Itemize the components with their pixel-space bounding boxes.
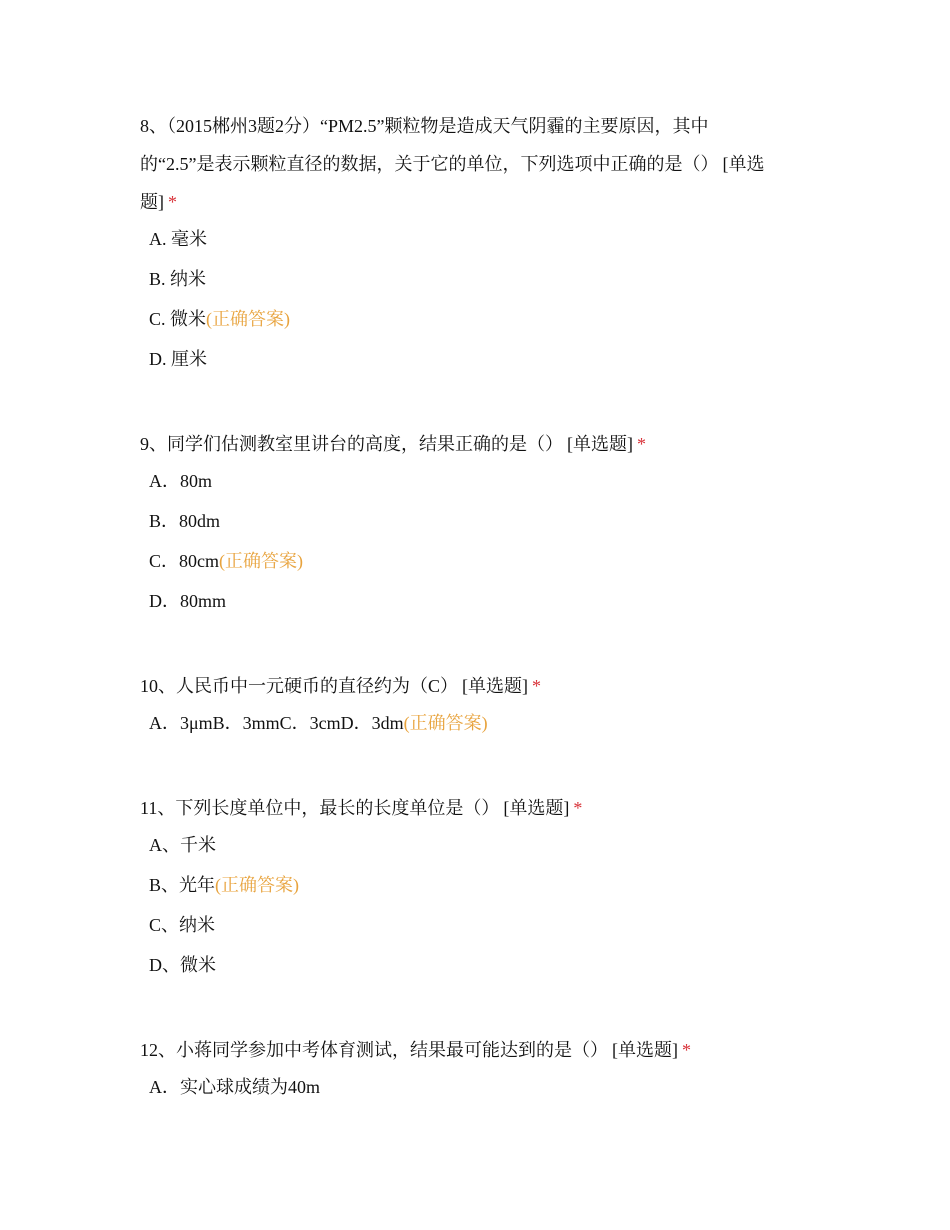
option-text: A. 毫米 [149, 229, 207, 249]
option-c[interactable] [149, 551, 780, 571]
question-title [140, 107, 780, 221]
option-text: C、纳米 [149, 915, 216, 935]
correct-answer-label: (正确答案) [215, 875, 300, 895]
required-mark: * [637, 434, 646, 454]
question-type-tag: [单选题] [462, 676, 529, 696]
option-text: D、微米 [149, 955, 216, 975]
option-text: B、光年 [149, 875, 216, 895]
option-b[interactable] [149, 511, 780, 531]
option-list [140, 229, 780, 369]
option-text: C. 微米 [149, 309, 207, 329]
option-list [140, 835, 780, 975]
correct-answer-label: (正确答案) [403, 713, 488, 733]
option-b[interactable] [149, 269, 780, 289]
option-text: B. 纳米 [149, 269, 207, 289]
option-a[interactable] [149, 713, 780, 733]
option-d[interactable] [149, 591, 780, 611]
option-text: A、千米 [149, 835, 216, 855]
question-12 [140, 1031, 780, 1097]
required-mark: * [573, 798, 583, 818]
option-list [140, 713, 780, 733]
option-text: D．80mm [149, 591, 227, 611]
question-8 [140, 107, 780, 369]
question-text: 9、同学们估测教室里讲台的高度，结果正确的是（） [140, 434, 563, 454]
option-text: B．80dm [149, 511, 221, 531]
option-text: A．80m [149, 471, 212, 491]
correct-answer-label: (正确答案) [219, 551, 303, 571]
option-text: C．80cm [149, 551, 219, 571]
question-type-tag: [单选题] [612, 1040, 678, 1060]
question-9 [140, 425, 780, 611]
option-a[interactable] [149, 471, 780, 491]
question-text: 11、下列长度单位中，最长的长度单位是（） [140, 798, 500, 818]
option-d[interactable] [149, 349, 780, 369]
option-list [140, 471, 780, 611]
option-c[interactable] [149, 915, 780, 935]
option-text: A．3μmB．3mmC．3cmD．3dm [149, 713, 404, 733]
option-d[interactable] [149, 955, 780, 975]
question-text: 8、（2015郴州3题2分）“PM2.5”颗粒物是造成天气阴霾的主要原因，其中的“2.5”是表示颗粒直径的数据，关于它的单位，下列选项中正确的是（） [140, 116, 719, 174]
option-text: D. 厘米 [149, 349, 207, 369]
required-mark: * [532, 676, 542, 696]
question-title [140, 789, 780, 827]
question-text: 10、人民币中一元硬币的直径约为（C） [140, 676, 459, 696]
option-text: A．实心球成绩为40m [149, 1077, 320, 1097]
question-11 [140, 789, 780, 975]
option-b[interactable] [149, 875, 780, 895]
option-a[interactable] [149, 835, 780, 855]
option-a[interactable] [149, 1077, 780, 1097]
question-title [140, 667, 780, 705]
question-type-tag: [单选题] [567, 434, 633, 454]
question-title [140, 1031, 780, 1069]
question-text: 12、小蒋同学参加中考体育测试，结果最可能达到的是（） [140, 1040, 608, 1060]
option-c[interactable] [149, 309, 780, 329]
option-list [140, 1077, 780, 1097]
required-mark: * [168, 192, 177, 212]
question-type-tag: [单选题] [503, 798, 570, 818]
question-10 [140, 667, 780, 733]
question-title [140, 425, 780, 463]
question-type-tag: [单选题] [140, 154, 765, 212]
option-a[interactable] [149, 229, 780, 249]
required-mark: * [682, 1040, 691, 1060]
correct-answer-label: (正确答案) [206, 309, 291, 329]
